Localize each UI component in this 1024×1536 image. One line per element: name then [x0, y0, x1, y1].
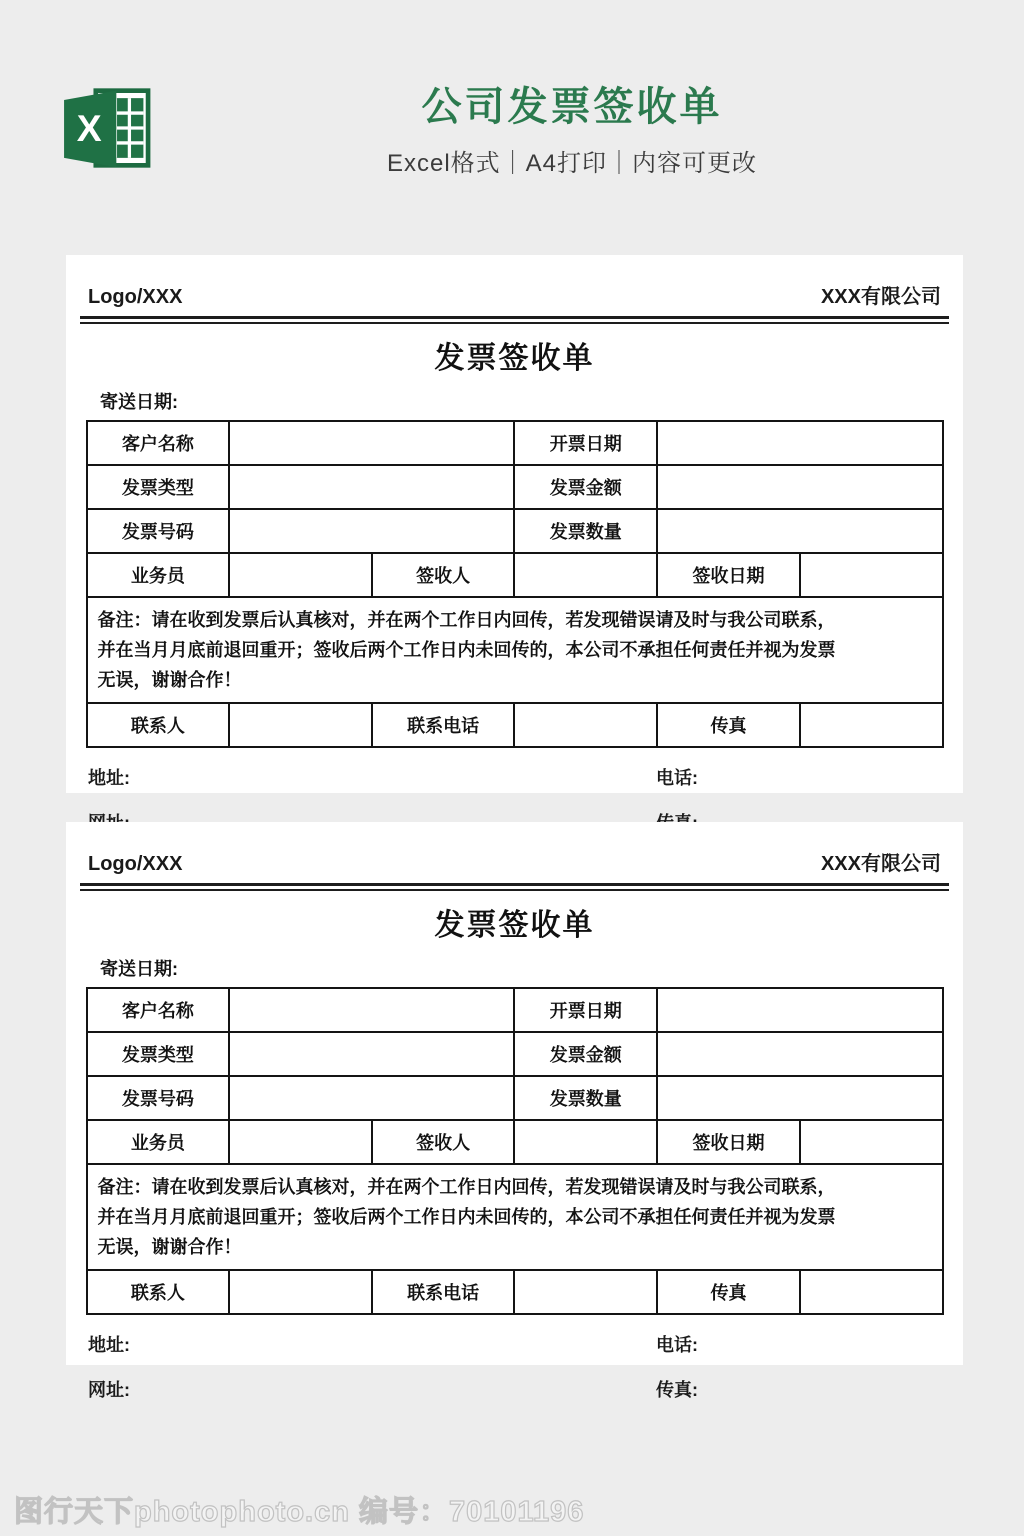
remark-cell — [87, 597, 943, 703]
phone-label: 电话: — [656, 768, 698, 788]
blank-contact-phone — [514, 703, 657, 747]
label-contact-person: 联系人 — [87, 703, 230, 747]
label-invoice-amount: 发票金额 — [514, 1032, 657, 1076]
label-receiver: 签收人 — [372, 1120, 515, 1164]
blank-invoice-number — [229, 1076, 514, 1120]
form-title: 发票签收单 — [434, 342, 595, 375]
remark-line: 备注：请在收到发票后认真核对，并在两个工作日内回传，若发现错误请及时与我公司联系， — [97, 1177, 836, 1197]
label-salesman: 业务员 — [87, 553, 230, 597]
table-row — [87, 553, 943, 597]
remark-line: 并在当月月底前退回重开；签收后两个工作日内未回传的，本公司不承担任何责任并视为发票 — [97, 640, 836, 660]
blank-invoice-amount — [657, 465, 942, 509]
blank-contact-person — [229, 1270, 372, 1314]
blank-invoice-count — [657, 1076, 942, 1120]
label-sign-date: 签收日期 — [657, 1120, 800, 1164]
invoice-form-table — [86, 420, 944, 748]
blank-sign-date — [800, 1120, 943, 1164]
table-row — [87, 1270, 943, 1314]
blank-invoice-type — [229, 465, 514, 509]
send-date-label: 寄送日期: — [100, 392, 178, 412]
table-row — [87, 703, 943, 747]
blank-fax — [800, 703, 943, 747]
blank-customer-name — [229, 988, 514, 1032]
blank-invoice-type — [229, 1032, 514, 1076]
website-label: 网址: — [88, 1380, 130, 1400]
label-salesman: 业务员 — [87, 1120, 230, 1164]
blank-invoice-count — [657, 509, 942, 553]
table-row — [87, 988, 943, 1032]
table-row — [87, 421, 943, 465]
header-text — [120, 84, 1024, 178]
label-contact-phone: 联系电话 — [372, 1270, 515, 1314]
card-head — [66, 255, 963, 316]
company-name: XXX有限公司 — [820, 286, 941, 308]
page-header — [0, 84, 1024, 178]
label-sign-date: 签收日期 — [657, 553, 800, 597]
label-receiver: 签收人 — [372, 553, 515, 597]
label-invoice-amount: 发票金额 — [514, 465, 657, 509]
blank-sign-date — [800, 553, 943, 597]
receipt-card-2 — [66, 822, 963, 1400]
fax-footer-label: 传真: — [656, 1380, 698, 1400]
website-row — [66, 1376, 963, 1402]
label-customer-name: 客户名称 — [87, 988, 230, 1032]
card-head — [66, 822, 963, 883]
label-invoice-number: 发票号码 — [87, 509, 230, 553]
table-row — [87, 1032, 943, 1076]
blank-customer-name — [229, 421, 514, 465]
label-fax: 传真 — [657, 703, 800, 747]
table-row — [87, 1076, 943, 1120]
blank-fax — [800, 1270, 943, 1314]
label-fax: 传真 — [657, 1270, 800, 1314]
excel-icon — [62, 86, 152, 170]
blank-receiver — [514, 553, 657, 597]
label-contact-person: 联系人 — [87, 1270, 230, 1314]
blank-salesman — [229, 553, 372, 597]
page-subtitle: Excel格式｜A4打印｜内容可更改 — [386, 150, 758, 177]
logo-placeholder: Logo/XXX — [88, 286, 183, 308]
blank-salesman — [229, 1120, 372, 1164]
blank-receiver — [514, 1120, 657, 1164]
invoice-form-table — [86, 987, 944, 1315]
phone-label: 电话: — [656, 1335, 698, 1355]
blank-invoice-amount — [657, 1032, 942, 1076]
table-row — [87, 597, 943, 703]
company-name: XXX有限公司 — [820, 853, 941, 875]
label-invoice-number: 发票号码 — [87, 1076, 230, 1120]
label-invoice-count: 发票数量 — [514, 1076, 657, 1120]
double-rule-divider — [80, 883, 949, 891]
label-invoice-type: 发票类型 — [87, 465, 230, 509]
receipt-card-1 — [66, 255, 963, 793]
table-row — [87, 465, 943, 509]
blank-invoice-date — [657, 421, 942, 465]
blank-contact-person — [229, 703, 372, 747]
remark-line: 无误，谢谢合作！ — [97, 1237, 242, 1257]
label-invoice-date: 开票日期 — [514, 421, 657, 465]
address-row — [66, 764, 963, 790]
watermark-text: 图行天下photophoto.cn 编号：70101196 — [14, 1496, 585, 1528]
address-label: 地址: — [88, 1335, 130, 1355]
remark-line: 并在当月月底前退回重开；签收后两个工作日内未回传的，本公司不承担任何责任并视为发票 — [97, 1207, 836, 1227]
label-invoice-date: 开票日期 — [514, 988, 657, 1032]
svg-text:X: X — [76, 107, 102, 150]
remark-line: 备注：请在收到发票后认真核对，并在两个工作日内回传，若发现错误请及时与我公司联系， — [97, 610, 836, 630]
table-row — [87, 1120, 943, 1164]
blank-invoice-number — [229, 509, 514, 553]
remark-line: 无误，谢谢合作！ — [97, 670, 242, 690]
blank-invoice-date — [657, 988, 942, 1032]
logo-placeholder: Logo/XXX — [88, 853, 183, 875]
label-invoice-count: 发票数量 — [514, 509, 657, 553]
table-row — [87, 1164, 943, 1270]
label-invoice-type: 发票类型 — [87, 1032, 230, 1076]
table-row — [87, 509, 943, 553]
double-rule-divider — [80, 316, 949, 324]
page-title: 公司发票签收单 — [421, 85, 723, 129]
address-row — [66, 1331, 963, 1357]
send-date-label: 寄送日期: — [100, 959, 178, 979]
blank-contact-phone — [514, 1270, 657, 1314]
address-label: 地址: — [88, 768, 130, 788]
label-contact-phone: 联系电话 — [372, 703, 515, 747]
remark-cell — [87, 1164, 943, 1270]
label-customer-name: 客户名称 — [87, 421, 230, 465]
form-title: 发票签收单 — [434, 909, 595, 942]
